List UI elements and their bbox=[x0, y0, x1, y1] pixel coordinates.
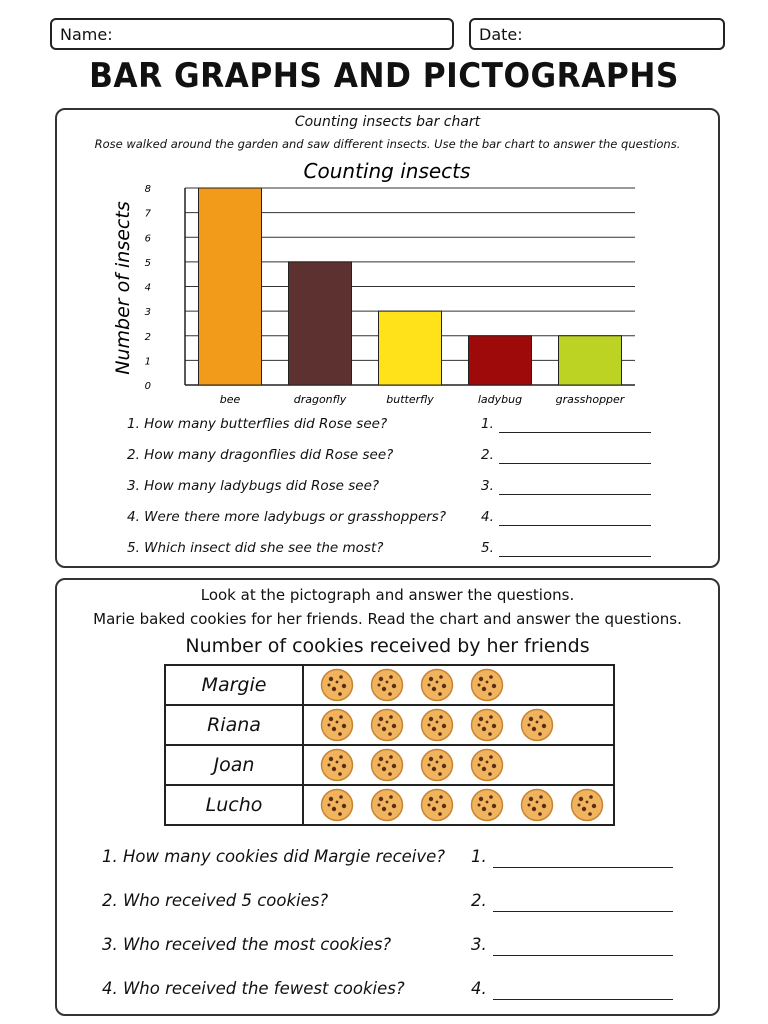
pictograph-row bbox=[165, 665, 614, 705]
y-tick-label: 7 bbox=[144, 208, 151, 220]
x-tick-label: grasshopper bbox=[555, 393, 625, 406]
pictograph-row bbox=[165, 785, 614, 825]
chart-title: Counting insects bbox=[303, 159, 471, 183]
answer-number: 4. bbox=[481, 509, 494, 525]
answer-line[interactable] bbox=[499, 525, 651, 526]
x-tick-label: bee bbox=[219, 393, 241, 406]
friend-name: Margie bbox=[165, 665, 303, 705]
pictograph-row bbox=[165, 705, 614, 745]
y-tick-label: 5 bbox=[144, 257, 151, 269]
date-field[interactable] bbox=[469, 18, 725, 50]
bar-section-heading: Counting insects bar chart bbox=[294, 114, 481, 130]
answer-number: 5. bbox=[481, 540, 494, 556]
answer-number: 3. bbox=[481, 478, 494, 494]
bar-question: 3. How many ladybugs did Rose see? bbox=[127, 478, 380, 494]
y-tick-label: 8 bbox=[144, 184, 151, 195]
answer-line[interactable] bbox=[499, 494, 651, 495]
answer-line[interactable] bbox=[493, 999, 673, 1000]
answer-line[interactable] bbox=[499, 556, 651, 557]
cookie-icon bbox=[520, 788, 554, 822]
cookie-icon bbox=[370, 668, 404, 702]
bar-chart-panel bbox=[55, 108, 720, 568]
bar-section-instructions: Rose walked around the garden and saw different insects. Use the bar chart to answer the questions. bbox=[94, 137, 681, 151]
picto-instructions: Marie baked cookies for her friends. Read the chart and answer the questions. bbox=[93, 610, 682, 628]
answer-number: 3. bbox=[471, 935, 487, 954]
cookie-icon bbox=[320, 748, 354, 782]
name-label: Name: bbox=[60, 25, 113, 44]
answer-number: 1. bbox=[481, 416, 494, 432]
y-tick-label: 2 bbox=[144, 331, 151, 343]
y-tick-label: 4 bbox=[144, 282, 151, 294]
x-tick-label: dragonfly bbox=[293, 393, 347, 406]
cookie-icon bbox=[520, 708, 554, 742]
cookie-icon bbox=[420, 748, 454, 782]
y-tick-label: 1 bbox=[144, 356, 151, 368]
picto-question: 4. Who received the fewest cookies? bbox=[102, 979, 405, 998]
pictograph-row bbox=[165, 745, 614, 785]
answer-line[interactable] bbox=[493, 911, 673, 912]
answer-line[interactable] bbox=[493, 867, 673, 868]
answer-line[interactable] bbox=[499, 463, 651, 464]
answer-number: 1. bbox=[471, 847, 487, 866]
picto-title: Number of cookies received by her friends bbox=[185, 635, 590, 657]
x-tick-label: butterfly bbox=[386, 393, 434, 406]
bar-bee bbox=[199, 188, 262, 385]
cookie-icon bbox=[420, 708, 454, 742]
cookie-icon bbox=[320, 668, 354, 702]
pictograph-panel bbox=[55, 578, 720, 1016]
cookie-icon bbox=[420, 788, 454, 822]
cookie-cell bbox=[303, 705, 614, 745]
cookie-icon bbox=[420, 668, 454, 702]
bar-question: 4. Were there more ladybugs or grasshoppers? bbox=[127, 509, 447, 525]
bar-dragonfly bbox=[289, 262, 352, 385]
picto-question: 2. Who received 5 cookies? bbox=[102, 891, 329, 910]
y-tick-label: 3 bbox=[144, 307, 151, 319]
answer-number: 2. bbox=[481, 447, 494, 463]
y-axis-label: Number of insects bbox=[112, 201, 134, 375]
friend-name: Lucho bbox=[165, 785, 303, 825]
bar-question: 2. How many dragonflies did Rose see? bbox=[127, 447, 394, 463]
bar-question: 1. How many butterflies did Rose see? bbox=[127, 416, 388, 432]
picto-question: 1. How many cookies did Margie receive? bbox=[102, 847, 446, 866]
page-title: BAR GRAPHS AND PICTOGRAPHS bbox=[89, 56, 679, 96]
picto-question: 3. Who received the most cookies? bbox=[102, 935, 392, 954]
date-label: Date: bbox=[479, 25, 523, 44]
cookie-cell bbox=[303, 745, 614, 785]
cookie-icon bbox=[570, 788, 604, 822]
cookie-icon bbox=[470, 668, 504, 702]
y-tick-label: 6 bbox=[144, 233, 151, 245]
friend-name: Riana bbox=[165, 705, 303, 745]
cookie-icon bbox=[370, 788, 404, 822]
cookie-icon bbox=[470, 748, 504, 782]
cookie-icon bbox=[470, 708, 504, 742]
answer-number: 2. bbox=[471, 891, 487, 910]
picto-intro: Look at the pictograph and answer the questions. bbox=[200, 586, 575, 604]
bar-grasshopper bbox=[559, 336, 622, 385]
cookie-icon bbox=[470, 788, 504, 822]
cookie-cell bbox=[303, 785, 614, 825]
bar-butterfly bbox=[379, 311, 442, 385]
cookie-cell bbox=[303, 665, 614, 705]
friend-name: Joan bbox=[165, 745, 303, 785]
cookie-icon bbox=[320, 708, 354, 742]
bar-chart bbox=[57, 110, 718, 410]
name-field[interactable] bbox=[50, 18, 454, 50]
pictograph-table bbox=[164, 664, 615, 826]
answer-line[interactable] bbox=[499, 432, 651, 433]
cookie-icon bbox=[370, 748, 404, 782]
answer-line[interactable] bbox=[493, 955, 673, 956]
cookie-icon bbox=[370, 708, 404, 742]
cookie-icon bbox=[320, 788, 354, 822]
y-tick-label: 0 bbox=[144, 381, 151, 392]
x-tick-label: ladybug bbox=[477, 393, 523, 406]
bar-ladybug bbox=[469, 336, 532, 385]
bar-question: 5. Which insect did she see the most? bbox=[127, 540, 384, 556]
answer-number: 4. bbox=[471, 979, 487, 998]
